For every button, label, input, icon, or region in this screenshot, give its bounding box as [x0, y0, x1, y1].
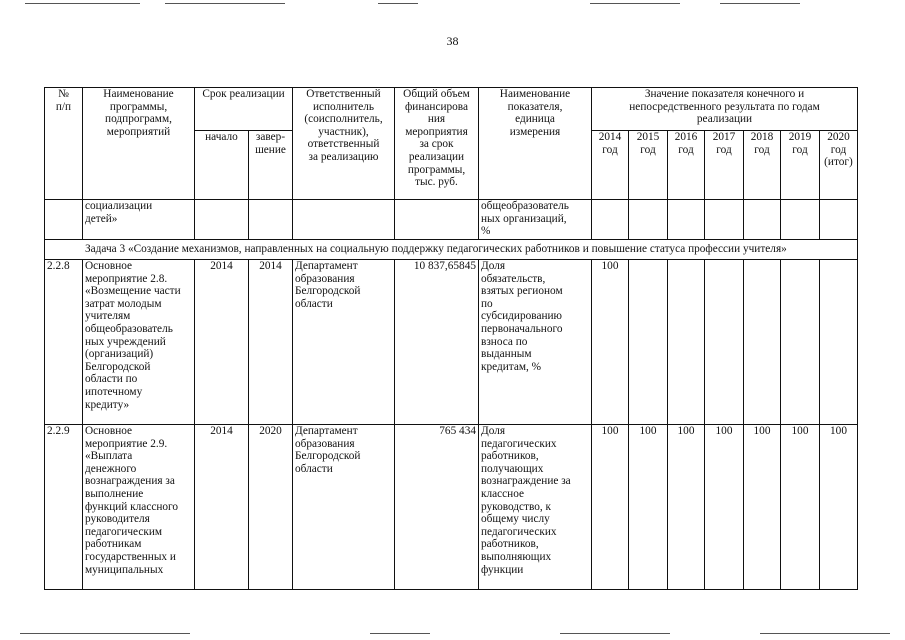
row-value-2014: 100: [592, 425, 629, 590]
row-indicator: Доля обязательств, взятых регионом по субсидированию первоначального взноса по выданным кредитам, %: [479, 260, 592, 425]
row-value-2016: 100: [668, 425, 705, 590]
header-year-2018: 2018 год: [744, 131, 781, 200]
header-funding: Общий объем финансирова ния мероприятия за срок реализации программы, тыс. руб.: [395, 88, 479, 200]
row-responsible: Департамент образования Белгородской области: [293, 260, 395, 425]
scan-line-top-5: [720, 3, 800, 4]
row-value-2016: [668, 260, 705, 425]
header-year-2020: 2020 год (итог): [820, 131, 858, 200]
row-value-2020: [820, 260, 858, 425]
row-funding: 765 434: [395, 425, 479, 590]
header-indicator: Наименование показателя, единица измерения: [479, 88, 592, 200]
cell: [705, 200, 744, 240]
row-start: 2014: [195, 425, 249, 590]
row-funding: 10 837,65845: [395, 260, 479, 425]
row-value-2019: 100: [781, 425, 820, 590]
program-table: [44, 87, 858, 590]
row-value-2018: 100: [744, 425, 781, 590]
scan-line-top-1: [25, 3, 140, 4]
row-value-2017: 100: [705, 425, 744, 590]
row-value-2020: 100: [820, 425, 858, 590]
row-name: Основное мероприятие 2.8. «Возмещение части затрат молодым учителям общеобразователь ных учреждений (организаций) Белгородской области по ипотечному кредиту»: [83, 260, 195, 425]
row-end: 2020: [249, 425, 293, 590]
table-row: [45, 260, 858, 425]
cell: [781, 200, 820, 240]
header-year-2017: 2017 год: [705, 131, 744, 200]
scan-line-bottom-1: [20, 633, 190, 634]
row-value-2019: [781, 260, 820, 425]
cell: [820, 200, 858, 240]
scan-line-top-4: [590, 3, 680, 4]
header-year-2019: 2019 год: [781, 131, 820, 200]
row-num: 2.2.9: [45, 425, 83, 590]
row-indicator: Доля педагогических работников, получающих вознаграждение за классное руководство, к общему числу педагогических работников, выполняющих функции: [479, 425, 592, 590]
cell: [249, 200, 293, 240]
scan-line-bottom-3: [560, 633, 670, 634]
row-responsible: Департамент образования Белгородской области: [293, 425, 395, 590]
continuation-name: социализации детей»: [83, 200, 195, 240]
table-row: [45, 425, 858, 590]
header-year-2015: 2015 год: [629, 131, 668, 200]
cell: [293, 200, 395, 240]
row-value-2014: 100: [592, 260, 629, 425]
row-num: 2.2.8: [45, 260, 83, 425]
header-end: завер- шение: [249, 131, 293, 200]
row-value-2015: [629, 260, 668, 425]
cell: [668, 200, 705, 240]
cell: [45, 200, 83, 240]
header-row-1: [45, 88, 858, 131]
scan-line-top-2: [165, 3, 285, 4]
cell: [592, 200, 629, 240]
cell: [744, 200, 781, 240]
cell: [195, 200, 249, 240]
header-period: Срок реализации: [195, 88, 293, 131]
header-start: начало: [195, 131, 249, 200]
continuation-row: [45, 200, 858, 240]
header-year-2014: 2014 год: [592, 131, 629, 200]
header-year-2016: 2016 год: [668, 131, 705, 200]
row-value-2015: 100: [629, 425, 668, 590]
task-row: [45, 240, 858, 260]
task-3-title: Задача 3 «Создание механизмов, направленных на социальную поддержку педагогических работников и повышение статуса профессии учителя»: [45, 240, 858, 260]
header-values-group: Значение показателя конечного и непосредственного результата по годам реализации: [592, 88, 858, 131]
scan-line-top-3: [378, 3, 418, 4]
header-num: № п/п: [45, 88, 83, 200]
row-name: Основное мероприятие 2.9. «Выплата денежного вознаграждения за выполнение функций классного руководителя педагогическим работникам государственных и муниципальных: [83, 425, 195, 590]
row-start: 2014: [195, 260, 249, 425]
scan-line-bottom-2: [370, 633, 430, 634]
row-value-2017: [705, 260, 744, 425]
header-name: Наименование программы, подпрограмм, мероприятий: [83, 88, 195, 200]
row-end: 2014: [249, 260, 293, 425]
cell: [395, 200, 479, 240]
continuation-indicator: общеобразователь ных организаций, %: [479, 200, 592, 240]
scan-line-bottom-4: [760, 633, 890, 634]
header-responsible: Ответственный исполнитель (соисполнитель, участник), ответственный за реализацию: [293, 88, 395, 200]
row-value-2018: [744, 260, 781, 425]
cell: [629, 200, 668, 240]
page-number: 38: [446, 34, 459, 48]
